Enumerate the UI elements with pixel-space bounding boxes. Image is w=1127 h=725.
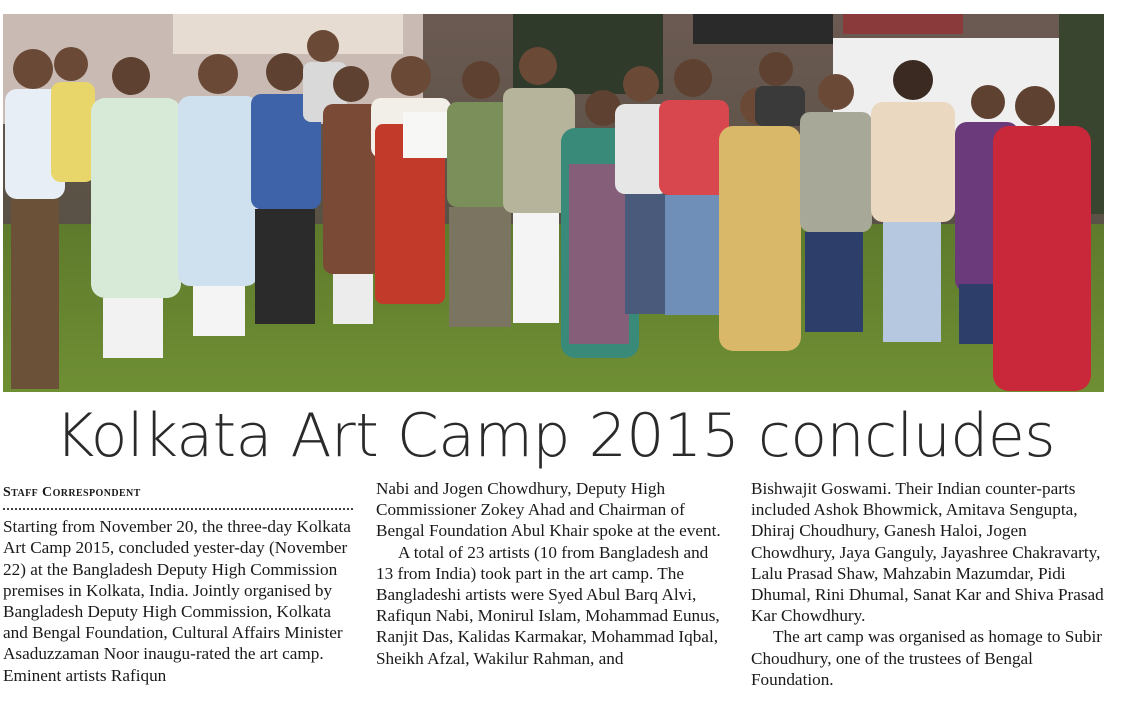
paragraph: Bishwajit Goswami. Their Indian counter-parts included Ashok Bhowmick, Amitava Sengupta, Dhiraj Choudhury, Ganesh Haloi, Jogen Chowdhury, Jaya Ganguly, Jayashree Chakravarty, Lalu Prasad Shaw, Mahzabin Mazumdar, Pidi Dhumal, Rini Dhumal, Sanat Kar and Shiva Prasad Kar Chowdhury. — [751, 479, 1104, 626]
group-photo — [3, 14, 1104, 392]
group-photo-illustration — [3, 14, 1104, 392]
article-column-2 — [376, 478, 726, 669]
headline: Kolkata Art Camp 2015 concludes — [54, 401, 1056, 471]
paragraph: Nabi and Jogen Chowdhury, Deputy High Commissioner Zokey Ahad and Chairman of Bengal Foundation Abul Khair spoke at the event. — [376, 479, 721, 541]
byline: Staff Correspondent — [3, 478, 353, 510]
article-column-3 — [751, 478, 1111, 690]
article-column-1 — [3, 478, 353, 686]
paragraph: Starting from November 20, the three-day Kolkata Art Camp 2015, concluded yester-day (November 22) at the Bangladesh Deputy High Commission premises in Kolkata, India. Jointly organised by Bangladesh Deputy High Commission, Kolkata and Bengal Foundation, Cultural Affairs Minister Asaduzzaman Noor inaugu-rated the art camp. Eminent artists Rafiqun — [3, 517, 351, 685]
paragraph: A total of 23 artists (10 from Bangladesh and 13 from India) took part in the art camp. The Bangladeshi artists were Syed Abul Barq Alvi, Rafiqun Nabi, Monirul Islam, Mohammad Eunus, Ranjit Das, Kalidas Karmakar, Mohammad Iqbal, Sheikh Afzal, Wakilur Rahman, and — [376, 542, 720, 668]
paragraph: The art camp was organised as homage to Subir Choudhury, one of the trustees of Bengal Foundation. — [751, 627, 1103, 689]
